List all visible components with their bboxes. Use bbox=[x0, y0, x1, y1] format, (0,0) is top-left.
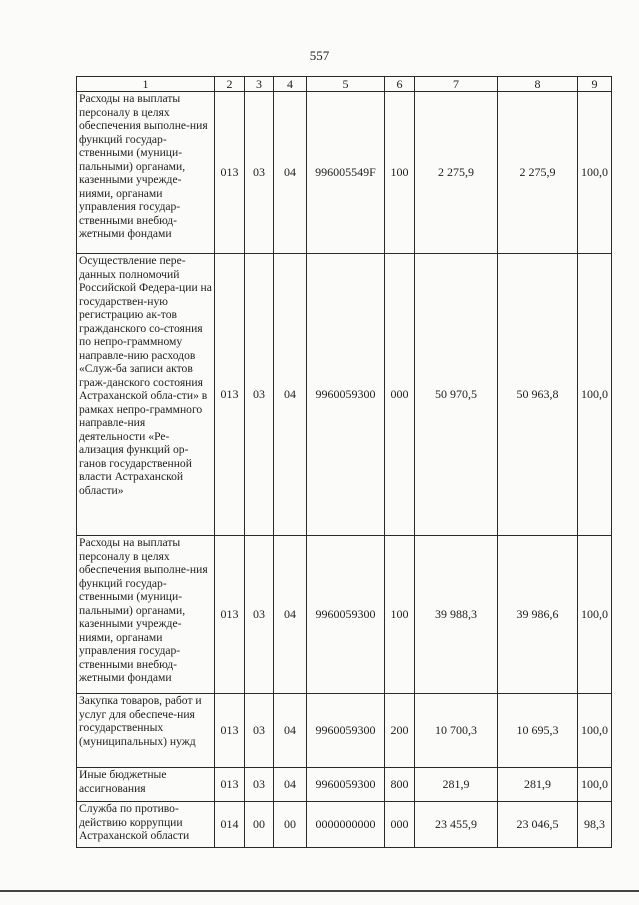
percent-cell: 100,0 bbox=[578, 536, 612, 694]
scan-edge-line bbox=[0, 890, 639, 892]
table-row bbox=[77, 536, 612, 694]
code-cell: 00 bbox=[245, 802, 274, 848]
row-name-cell: Иные бюджетные ассигнования bbox=[77, 768, 215, 802]
percent-cell: 100,0 bbox=[578, 92, 612, 254]
budget-table bbox=[76, 76, 612, 848]
amount-cell: 10 700,3 bbox=[415, 694, 498, 768]
code-cell: 9960059300 bbox=[307, 536, 385, 694]
code-cell: 000 bbox=[385, 254, 415, 536]
code-cell: 04 bbox=[274, 254, 307, 536]
table-row bbox=[77, 694, 612, 768]
code-cell: 013 bbox=[215, 694, 245, 768]
row-name-cell: Служба по противо-действию коррупции Астраханской области bbox=[77, 802, 215, 848]
code-cell: 03 bbox=[245, 536, 274, 694]
code-cell: 200 bbox=[385, 694, 415, 768]
header-cell: 6 bbox=[385, 77, 415, 92]
amount-cell: 39 988,3 bbox=[415, 536, 498, 694]
table-row bbox=[77, 92, 612, 254]
header-cell: 8 bbox=[498, 77, 578, 92]
code-cell: 04 bbox=[274, 92, 307, 254]
amount-cell: 50 963,8 bbox=[498, 254, 578, 536]
percent-cell: 100,0 bbox=[578, 768, 612, 802]
code-cell: 013 bbox=[215, 254, 245, 536]
code-cell: 04 bbox=[274, 768, 307, 802]
amount-cell: 39 986,6 bbox=[498, 536, 578, 694]
code-cell: 100 bbox=[385, 536, 415, 694]
header-cell: 5 bbox=[307, 77, 385, 92]
amount-cell: 2 275,9 bbox=[415, 92, 498, 254]
code-cell: 013 bbox=[215, 92, 245, 254]
table-row bbox=[77, 802, 612, 848]
amount-cell: 50 970,5 bbox=[415, 254, 498, 536]
percent-cell: 100,0 bbox=[578, 254, 612, 536]
code-cell: 04 bbox=[274, 694, 307, 768]
code-cell: 03 bbox=[245, 694, 274, 768]
amount-cell: 2 275,9 bbox=[498, 92, 578, 254]
header-row bbox=[77, 77, 612, 92]
amount-cell: 23 455,9 bbox=[415, 802, 498, 848]
code-cell: 0000000000 bbox=[307, 802, 385, 848]
code-cell: 996005549F bbox=[307, 92, 385, 254]
code-cell: 9960059300 bbox=[307, 694, 385, 768]
code-cell: 9960059300 bbox=[307, 768, 385, 802]
header-cell: 9 bbox=[578, 77, 612, 92]
code-cell: 9960059300 bbox=[307, 254, 385, 536]
code-cell: 03 bbox=[245, 92, 274, 254]
header-cell: 1 bbox=[77, 77, 215, 92]
amount-cell: 281,9 bbox=[415, 768, 498, 802]
row-name-cell: Расходы на выплаты персоналу в целях обеспечения выполне-ния функций государ-ственными (муници-пальными) органами, казенными учрежде-ниями, органами управления государ-ственными внебюд-жетными фондами bbox=[77, 536, 215, 694]
row-name-cell: Закупка товаров, работ и услуг для обеспече-ния государственных (муниципальных) нужд bbox=[77, 694, 215, 768]
code-cell: 100 bbox=[385, 92, 415, 254]
percent-cell: 100,0 bbox=[578, 694, 612, 768]
code-cell: 04 bbox=[274, 536, 307, 694]
amount-cell: 10 695,3 bbox=[498, 694, 578, 768]
header-cell: 2 bbox=[215, 77, 245, 92]
row-name-cell: Осуществление пере-данных полномочий Российской Федера-ции на государствен-ную регистрацию ак-тов гражданского со-стояния по непро-граммному направле-нию расходов «Служ-ба записи актов граж-данского состояния Астраханской обла-сти» в рамках непро-граммного направле-ния деятельности «Ре-ализация функций ор-ганов государственной власти Астраханской области» bbox=[77, 254, 215, 536]
code-cell: 014 bbox=[215, 802, 245, 848]
code-cell: 800 bbox=[385, 768, 415, 802]
code-cell: 03 bbox=[245, 768, 274, 802]
table-row bbox=[77, 768, 612, 802]
amount-cell: 23 046,5 bbox=[498, 802, 578, 848]
header-cell: 3 bbox=[245, 77, 274, 92]
row-name-cell: Расходы на выплаты персоналу в целях обеспечения выполне-ния функций государ-ственными (муници-пальными) органами, казенными учрежде-ниями, органами управления государ-ственными внебюд-жетными фондами bbox=[77, 92, 215, 254]
code-cell: 00 bbox=[274, 802, 307, 848]
code-cell: 013 bbox=[215, 536, 245, 694]
header-cell: 7 bbox=[415, 77, 498, 92]
code-cell: 000 bbox=[385, 802, 415, 848]
page-number: 557 bbox=[309, 48, 330, 63]
amount-cell: 281,9 bbox=[498, 768, 578, 802]
code-cell: 013 bbox=[215, 768, 245, 802]
header-cell: 4 bbox=[274, 77, 307, 92]
table-row bbox=[77, 254, 612, 536]
percent-cell: 98,3 bbox=[578, 802, 612, 848]
code-cell: 03 bbox=[245, 254, 274, 536]
